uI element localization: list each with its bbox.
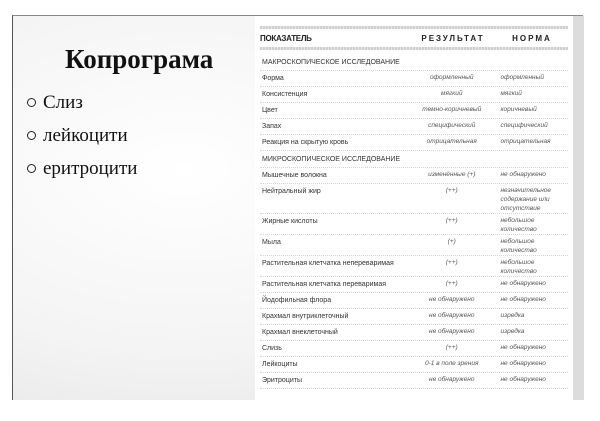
table-row (260, 71, 568, 87)
cell-result: не обнаружено (429, 296, 475, 303)
cell-result: темно-коричневый (422, 106, 482, 113)
table-row (260, 309, 568, 325)
table-row (260, 119, 568, 135)
table-row (260, 168, 568, 184)
cell-result (409, 151, 494, 167)
cell-indicator: Лейкоциты (262, 361, 298, 368)
cell-result: специфический (428, 122, 476, 129)
table-row (260, 325, 568, 341)
cell-indicator: Слизь (262, 345, 282, 352)
header-result: РЕЗУЛЬТАТ (421, 33, 485, 43)
cell-result: (++) (445, 344, 458, 351)
cell-norm: не обнаружено (500, 360, 546, 367)
cell-indicator: МИКРОСКОПИЧЕСКОЕ ИССЛЕДОВАНИЕ (262, 156, 401, 163)
cell-norm: не обнаружено (500, 376, 546, 383)
cell-indicator: Жирные кислоты (262, 218, 318, 225)
cell-norm: не обнаружено (500, 296, 546, 303)
cell-indicator: Консистенция (262, 91, 308, 98)
table-row (260, 341, 568, 357)
table-row (260, 357, 568, 373)
table-row (260, 293, 568, 309)
cell-norm: не обнаружено (500, 171, 546, 178)
cell-norm (494, 54, 568, 70)
circle-bullet-icon (27, 98, 36, 107)
cell-norm: коричневый (500, 106, 537, 113)
cell-result: мягкий (441, 90, 463, 97)
cell-norm: изредка (500, 312, 525, 319)
cell-norm: небольшое количество (500, 259, 537, 275)
slide-title: Копрограма (65, 44, 214, 74)
table-row (260, 373, 568, 389)
cell-indicator: Крахмал внеклеточный (262, 329, 338, 336)
table-row (260, 184, 568, 214)
cell-indicator: Запах (262, 123, 282, 130)
cell-result: (+) (447, 238, 456, 245)
cell-result: не обнаружено (429, 328, 475, 335)
cell-norm: небольшое количество (500, 217, 537, 233)
cell-indicator: Крахмал внутриклеточный (262, 313, 349, 320)
cell-result: не обнаружено (429, 376, 475, 383)
cell-norm: оформленный (500, 74, 545, 81)
circle-bullet-icon (27, 164, 36, 173)
cell-norm: не обнаружено (500, 280, 546, 287)
bullet-item: лейкоцити (27, 119, 137, 152)
cell-indicator: Цвет (262, 107, 278, 114)
cell-result: (++) (445, 280, 458, 287)
cell-result: (++) (445, 187, 458, 194)
table-header (260, 29, 568, 47)
table-row (260, 235, 568, 256)
table-row (260, 277, 568, 293)
header-norm: НОРМА (512, 33, 552, 43)
cell-result (409, 54, 494, 70)
cell-indicator: Нейтральный жир (262, 188, 321, 195)
cell-result: 0-1 в поле зрения (425, 360, 479, 367)
cell-indicator: Растительная клетчатка непереваримая (262, 260, 394, 267)
cell-norm: не обнаружено (500, 344, 546, 351)
section-header-row (260, 151, 568, 168)
table-row (260, 103, 568, 119)
cell-indicator: МАКРОСКОПИЧЕСКОЕ ИССЛЕДОВАНИЕ (262, 59, 400, 66)
coprogram-table (255, 16, 584, 400)
table-row (260, 214, 568, 235)
cell-result: (++) (445, 217, 458, 224)
table-row (260, 256, 568, 277)
table-body (260, 54, 568, 389)
cell-result: оформленный (429, 74, 474, 81)
cell-norm: специфический (500, 122, 548, 129)
bullet-list (27, 86, 137, 185)
circle-bullet-icon (27, 131, 36, 140)
slide (12, 15, 583, 400)
table-row (260, 135, 568, 151)
table-row (260, 87, 568, 103)
bullet-item: Слиз (27, 86, 137, 119)
cell-norm: незначительное содержание или отсутствие (500, 187, 552, 212)
cell-indicator: Мыла (262, 239, 281, 246)
cell-norm: отрицательная (500, 138, 551, 145)
cell-result: не обнаружено (429, 312, 475, 319)
header-divider (260, 47, 568, 50)
cell-indicator: Йодофильная флора (262, 297, 332, 304)
cell-indicator: Мышечные волокна (262, 172, 327, 179)
cell-norm: небольшое количество (500, 238, 537, 254)
cell-norm: изредка (500, 328, 525, 335)
cell-indicator: Реакция на скрытую кровь (262, 139, 349, 146)
cell-result: изменённые (+) (428, 171, 476, 178)
cell-indicator: Растительная клетчатка переваримая (262, 281, 387, 288)
section-header-row (260, 54, 568, 71)
bullet-item: еритроцити (27, 152, 137, 185)
cell-indicator: Форма (262, 75, 284, 82)
header-indicator: ПОКАЗАТЕЛЬ (260, 33, 312, 43)
cell-result: (++) (445, 259, 458, 266)
cell-indicator: Эритроциты (262, 377, 302, 384)
cell-norm (494, 151, 568, 167)
cell-norm: мягкий (500, 90, 522, 97)
cell-result: отрицательная (426, 138, 477, 145)
